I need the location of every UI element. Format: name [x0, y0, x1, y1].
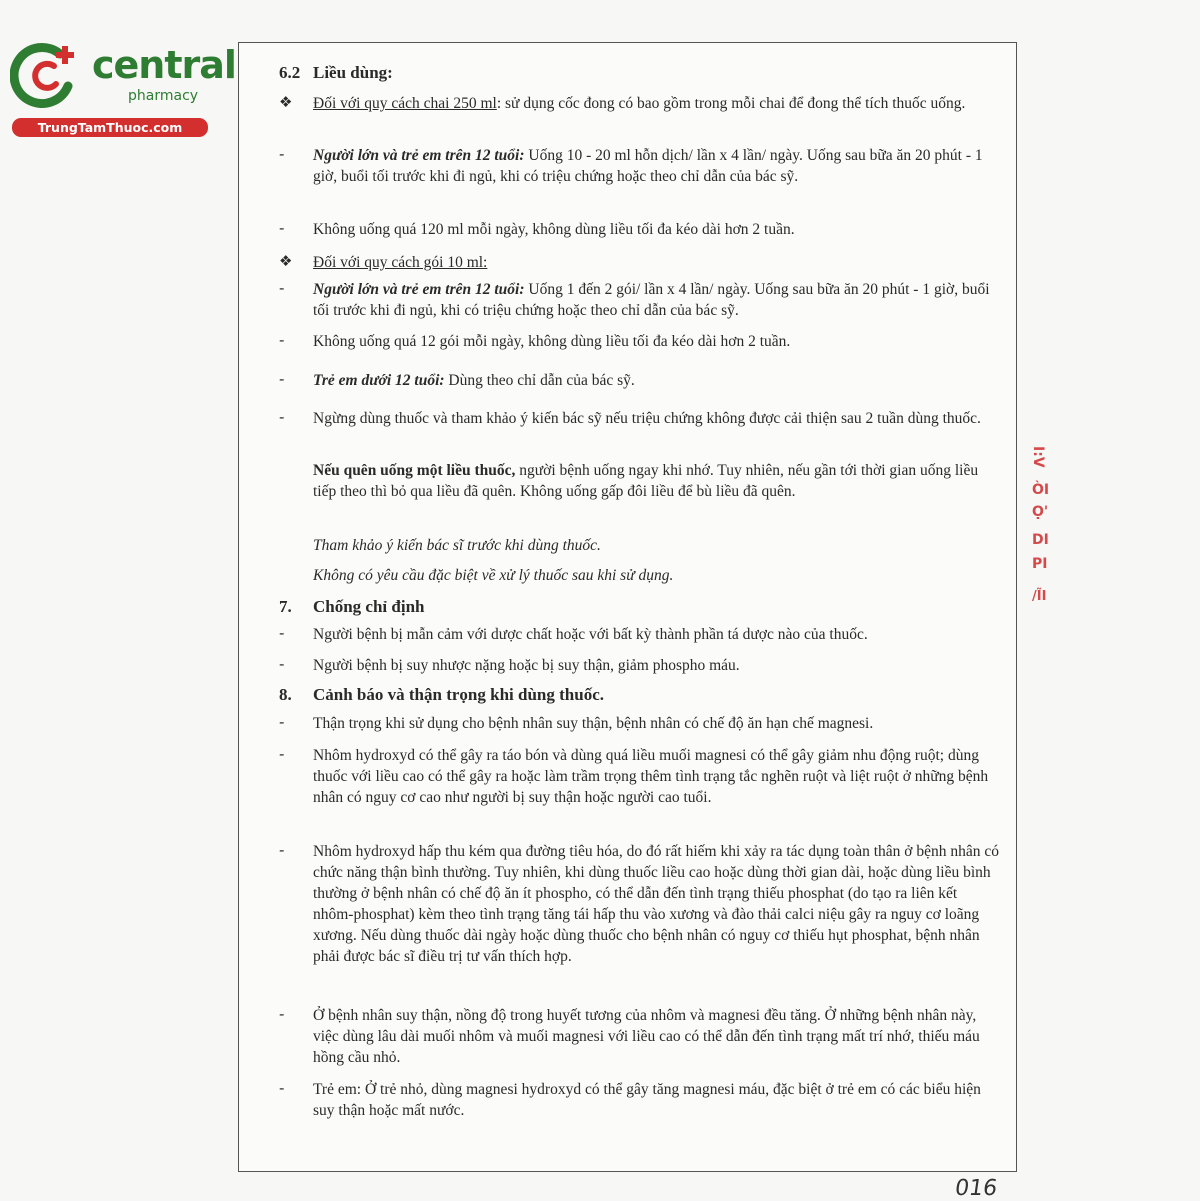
stamp-icon [1028, 440, 1058, 610]
dash-bullet: - [279, 370, 285, 388]
dash-bullet: - [279, 1005, 285, 1023]
item-text: Ở bệnh nhân suy thận, nồng độ trong huyết tương của nhôm và magnesi đều tăng. Ở những bệnh nhân này, việc dùng lâu dài muối nhôm và muối magnesi với liều cao có thể dẫn đến tình trạng mất trí nhớ, thiếu máu hồng cầu nhỏ. [313, 1007, 980, 1066]
svg-text:I:V: I:V [1030, 446, 1046, 468]
red-stamp-fragment [1028, 440, 1058, 610]
item-lead: Nếu quên uống một liều thuốc, [313, 462, 516, 479]
diamond-bullet-icon: ❖ [279, 93, 293, 111]
section-title: Liều dùng: [313, 63, 393, 82]
dash-bullet: - [279, 145, 285, 163]
svg-text:Ọ': Ọ' [1032, 504, 1049, 520]
item-lead: Trẻ em dưới 12 tuổi: [313, 372, 445, 389]
section-title: Chống chỉ định [313, 597, 425, 616]
logo-brand: central [92, 43, 236, 87]
item-text: Tham khảo ý kiến bác sĩ trước khi dùng thuốc. [313, 537, 601, 554]
item-text: Người bệnh bị mẫn cảm với dược chất hoặc với bất kỳ thành phần tá dược nào của thuốc. [313, 626, 868, 643]
dash-bullet: - [279, 408, 285, 426]
dash-bullet: - [279, 331, 285, 349]
dash-bullet: - [279, 745, 285, 763]
item-text: Nhôm hydroxyd có thể gây ra táo bón và dùng quá liều muối magnesi có thể gây giảm nhu động ruột; dùng thuốc với liều cao có thể gây ra hoặc làm trầm trọng thêm tình trạng tắc nghẽn ruột và liệt ruột ở những bệnh nhân có nguy cơ cao như người bị suy thận hoặc người cao tuổi. [313, 747, 989, 806]
item-text: người bệnh uống ngay khi nhớ. Tuy nhiên, nếu gần tới thời gian uống liều tiếp theo thì bỏ qua liều đã quên. Không uống gấp đôi liều để bù liều đã quên. [313, 462, 979, 500]
svg-text:/ĨI: /ĨI [1032, 589, 1047, 604]
item-lead: Người lớn và trẻ em trên 12 tuổi: [313, 147, 525, 164]
item-text: Uống 1 đến 2 gói/ lần x 4 lần/ ngày. Uống sau bữa ăn 20 phút - 1 giờ, buổi tối trước khi đi ngủ, khi có triệu chứng hoặc theo chỉ dẫn của bác sỹ. [313, 281, 990, 319]
section-number: 8. [279, 685, 292, 704]
item-text: Trẻ em: Ở trẻ nhỏ, dùng magnesi hydroxyd có thể gây tăng magnesi máu, đặc biệt ở trẻ em có các biểu hiện suy thận hoặc mất nước. [313, 1081, 981, 1119]
dash-bullet: - [279, 841, 285, 859]
item-text: Không uống quá 120 ml mỗi ngày, không dùng liều tối đa kéo dài hơn 2 tuần. [313, 221, 795, 238]
section-title: Cảnh báo và thận trọng khi dùng thuốc. [313, 685, 604, 704]
item-text: Ngừng dùng thuốc và tham khảo ý kiến bác sỹ nếu triệu chứng không được cải thiện sau 2 tuần dùng thuốc. [313, 410, 981, 427]
document-page [238, 42, 1017, 1172]
logo-url-badge: TrungTamThuoc.com [12, 118, 208, 137]
item-text: Thận trọng khi sử dụng cho bệnh nhân suy thận, bệnh nhân có chế độ ăn hạn chế magnesi. [313, 715, 874, 732]
item-text: : sử dụng cốc đong có bao gồm trong mỗi chai để đong thể tích thuốc uống. [496, 95, 966, 112]
item-text: Người bệnh bị suy nhược nặng hoặc bị suy thận, giảm phospho máu. [313, 657, 740, 674]
section-number: 6.2 [279, 63, 301, 82]
item-underline: Đối với quy cách chai 250 ml [313, 95, 497, 112]
dash-bullet: - [279, 1079, 285, 1097]
svg-text:DI: DI [1032, 532, 1049, 548]
item-text: Không uống quá 12 gói mỗi ngày, không dùng liều tối đa kéo dài hơn 2 tuần. [313, 333, 791, 350]
section-number: 7. [279, 597, 292, 616]
item-text: Nhôm hydroxyd hấp thu kém qua đường tiêu hóa, do đó rất hiếm khi xảy ra tác dụng toàn thân ở bệnh nhân có chức năng thận bình thường. Tuy nhiên, khi dùng thuốc liều cao hoặc dùng thời gian dài, hoặc dùng liều bình thường ở bệnh nhân có chế độ ăn ít phospho, có thể dẫn đến tình trạng thiếu phosphat (do tạo ra liên kết nhôm-phosphat) kèm theo tình trạng tăng tái hấp thu vào xương và đào thải calci niệu gây ra nguy cơ loãng xương. Nếu dùng thuốc dài ngày hoặc dùng thuốc cho bệnh nhân có nguy cơ thiếu hụt phosphat, bệnh nhân phải được bác sĩ điều trị tư vấn thích hợp. [313, 843, 999, 965]
pharmacy-logo-icon [10, 40, 82, 112]
svg-text:ÒI: ÒI [1032, 482, 1050, 498]
logo-subtitle: pharmacy [128, 88, 199, 104]
page-number: 016 [953, 1176, 999, 1201]
item-text: Dùng theo chỉ dẫn của bác sỹ. [444, 372, 635, 389]
item-lead: Người lớn và trẻ em trên 12 tuổi: [313, 281, 525, 298]
item-underline: Đối với quy cách gói 10 ml: [313, 254, 488, 271]
item-text: Uống 10 - 20 ml hỗn dịch/ lần x 4 lần/ ngày. Uống sau bữa ăn 20 phút - 1 giờ, buổi tối trước khi đi ngủ, khi có triệu chứng hoặc theo chỉ dẫn của bác sỹ. [313, 147, 983, 185]
dash-bullet: - [279, 279, 285, 297]
diamond-bullet-icon: ❖ [279, 252, 293, 270]
svg-text:PI: PI [1032, 556, 1048, 572]
dash-bullet: - [279, 219, 285, 237]
item-text: Không có yêu cầu đặc biệt về xử lý thuốc sau khi sử dụng. [313, 567, 674, 584]
dash-bullet: - [279, 713, 285, 731]
dash-bullet: - [279, 655, 285, 673]
dash-bullet: - [279, 624, 285, 642]
